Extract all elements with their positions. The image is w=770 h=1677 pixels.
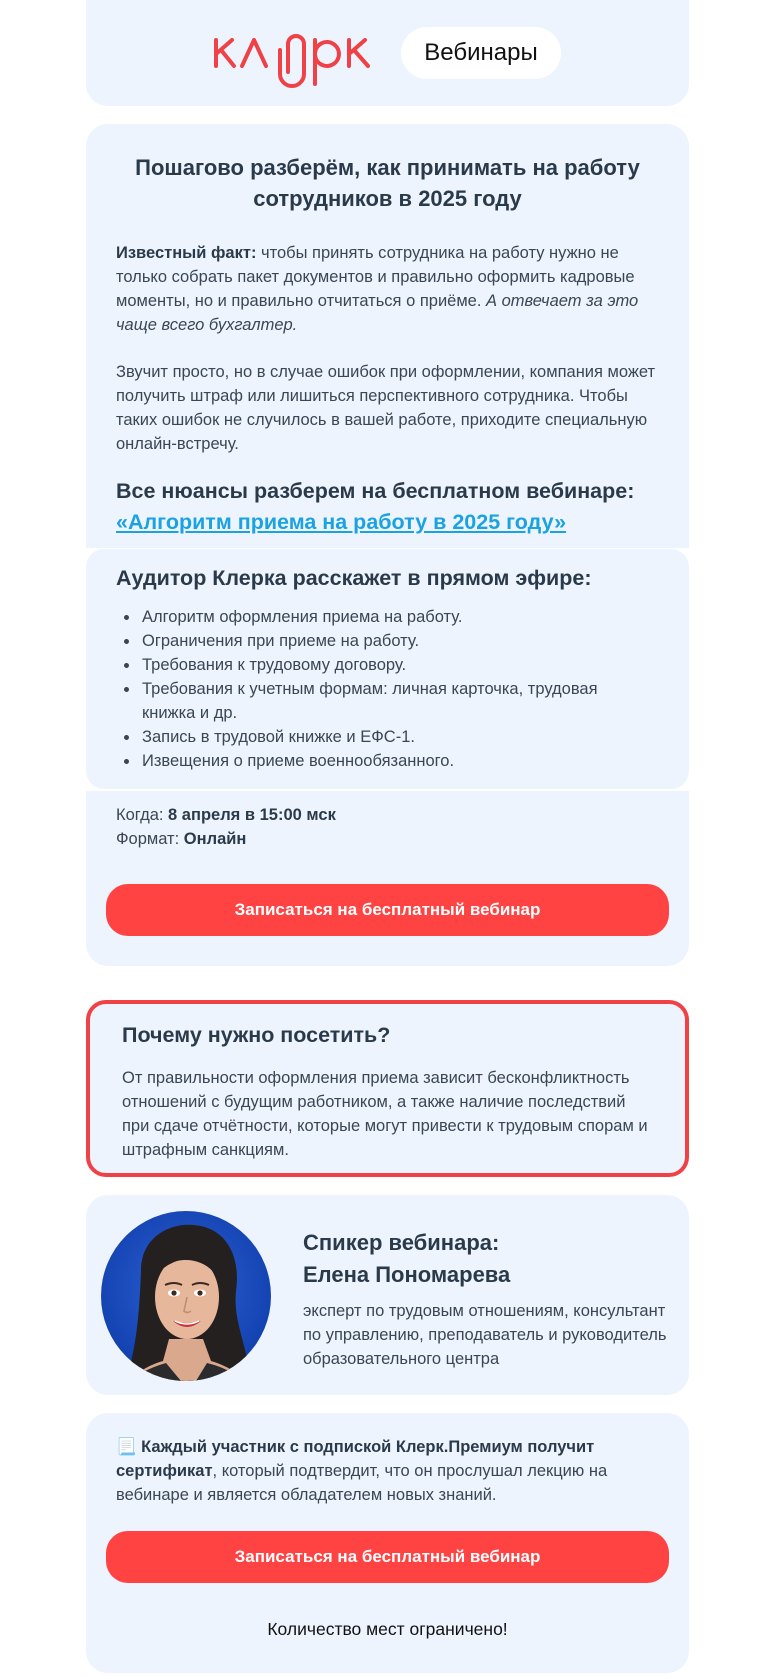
agenda-heading: Аудитор Клерка расскажет в прямом эфире: (116, 566, 592, 590)
webinar-title-link[interactable]: «Алгоритм приема на работу в 2025 году» (116, 510, 567, 534)
when-value: 8 апреля в 15:00 мск (168, 806, 336, 824)
header-card (86, 0, 689, 106)
list-item: • Алгоритм оформления приема на работу. (140, 605, 639, 629)
limited-seats-note: Количество мест ограничено! (267, 1619, 508, 1639)
nuances-heading-text: Все нюансы разберем на бесплатном вебинаре: (116, 479, 635, 503)
list-item: • Запись в трудовой книжке и ЕФС-1. (140, 725, 639, 749)
format-value: Онлайн (183, 830, 247, 848)
speaker-title (303, 1227, 510, 1291)
why-text: От правильности оформления приема зависит бесконфликтность отношений с будущим работником, а также наличие последствий при сдаче отчётности, которые могут привести к трудовым спорам и штрафным санкциям. (122, 1069, 648, 1159)
intro-paragraph-fact (116, 241, 665, 337)
intro-card (86, 124, 689, 548)
list-item: • Требования к трудовому договору. (140, 653, 639, 677)
webinars-pill-label: Вебинары (424, 39, 538, 66)
list-item: • Требования к учетным формам: личная карточка, трудовая книжка и др. (140, 677, 639, 725)
when-label: Когда: (116, 806, 169, 824)
certificate-bold: Каждый участник с подпиской Клерк.Премиум получит сертификат (116, 1438, 595, 1480)
document-icon: 📃 (116, 1438, 137, 1456)
intro-paragraph-2: Звучит просто, но в случае ошибок при оформлении, компания может получить штраф или лишиться перспективного сотрудника. Чтобы таких ошибок не случилось в вашей работе, приходите специальную онлайн-встречу. (116, 363, 656, 453)
speaker-name: Елена Пономарева (303, 1262, 511, 1287)
webinars-pill[interactable] (401, 27, 561, 79)
certificate-rest: , который подтвердит, что он прослушал лекцию на вебинаре и является обладателем новых знаний. (116, 1462, 608, 1504)
nuances-heading (116, 476, 669, 538)
fact-label: Известный факт: (116, 244, 257, 262)
speaker-title-label: Спикер вебинара: (303, 1230, 500, 1255)
list-item: • Ограничения при приеме на работу. (140, 629, 639, 653)
register-button-bottom[interactable]: Записаться на бесплатный вебинар (106, 1531, 669, 1583)
speaker-photo-icon (101, 1211, 271, 1381)
certificate-card (86, 1413, 689, 1673)
fact-italic: А отвечает за это чаще всего бухгалтер. (116, 292, 639, 334)
speaker-avatar (101, 1211, 271, 1381)
certificate-text (116, 1435, 629, 1507)
speaker-card (86, 1195, 689, 1395)
format-line (116, 827, 246, 851)
fact-text: чтобы принять сотрудника на работу нужно не только собрать пакет документов и правильно оформить кадровые моменты, но и правильно отчитаться о приёме. (116, 244, 635, 310)
agenda-card (86, 549, 689, 789)
when-line (116, 803, 336, 827)
format-label: Формат: (116, 830, 184, 848)
why-card (86, 1000, 689, 1177)
speaker-description: эксперт по трудовым отношениям, консультант по управлению, преподаватель и руководитель образовательного центра (303, 1302, 667, 1368)
register-button[interactable]: Записаться на бесплатный вебинар (106, 884, 669, 936)
klerk-logo[interactable] (212, 28, 377, 88)
agenda-list (140, 605, 639, 773)
page-title: Пошагово разберём, как принимать на работу сотрудников в 2025 году (135, 155, 640, 211)
why-heading: Почему нужно посетить? (122, 1023, 391, 1047)
list-item: • Извещения о приеме военнообязанного. (140, 749, 639, 773)
when-card (86, 791, 689, 966)
